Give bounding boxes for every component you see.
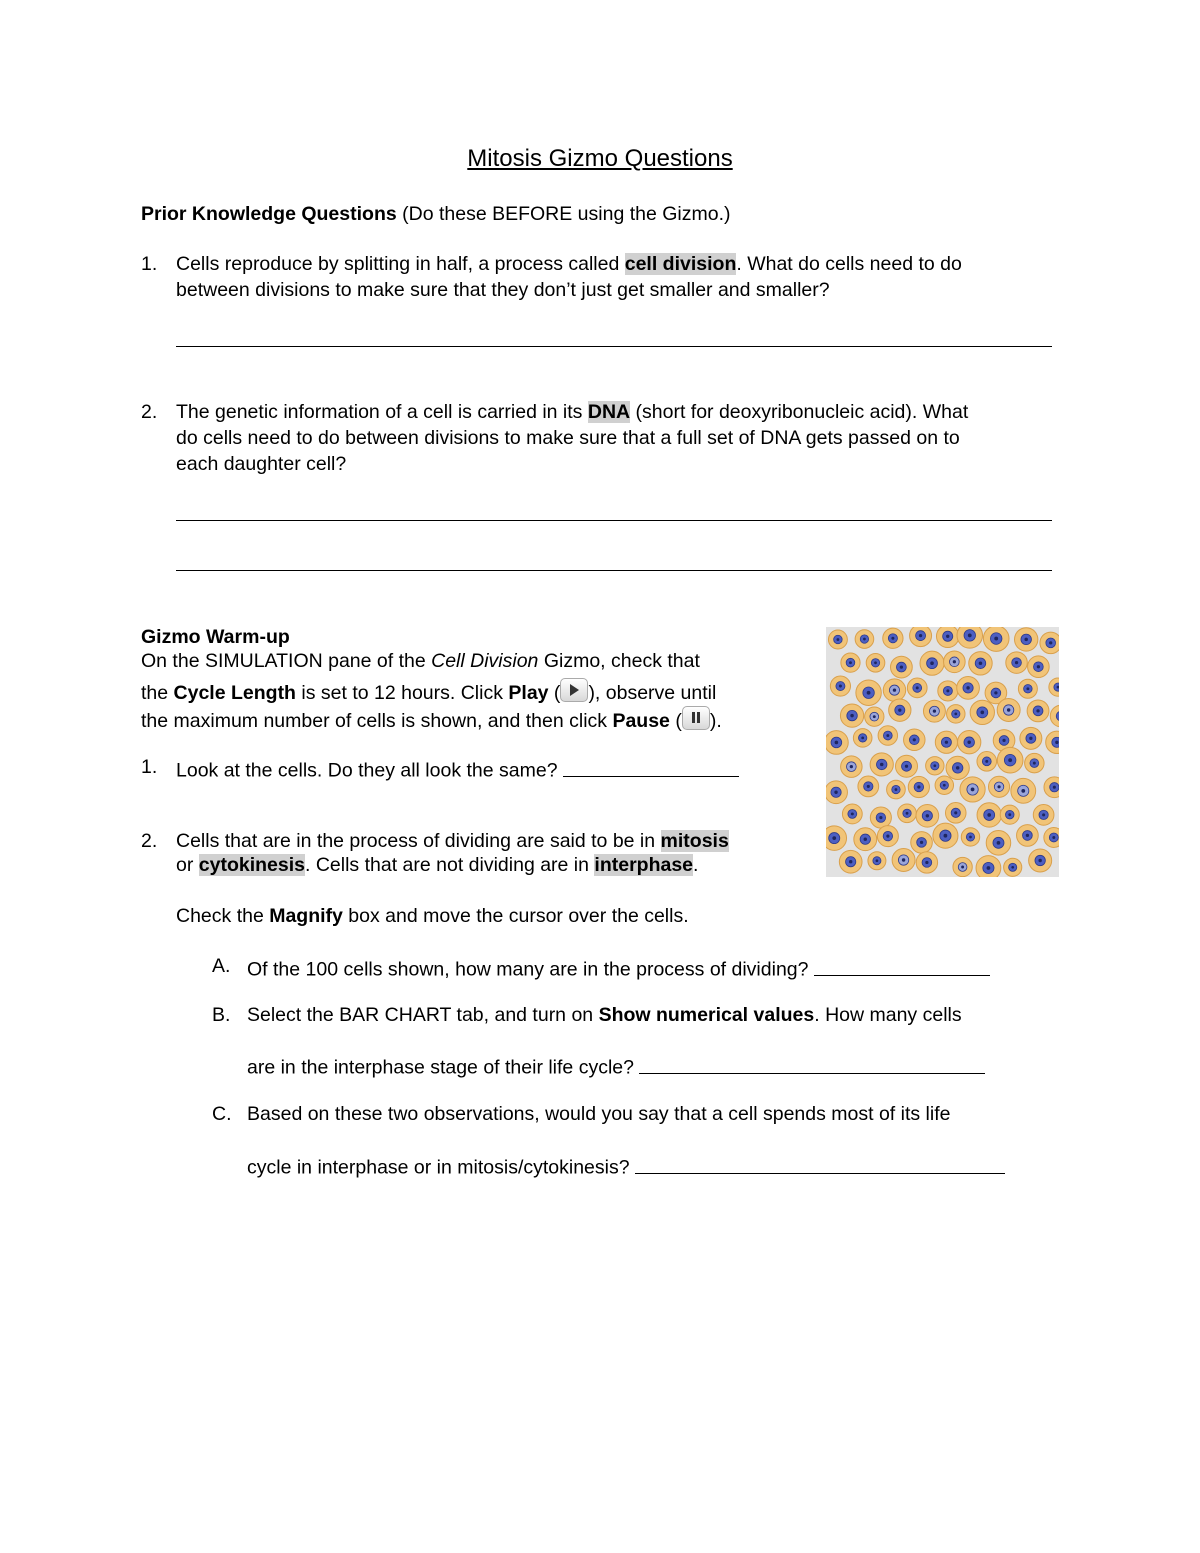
cell-nucleolus [867,691,871,695]
sub-b-letter: B. [212,1004,231,1026]
cell-nucleolus [1049,641,1052,644]
cell-nucleolus [920,841,923,844]
sub-b-line1 [247,1004,962,1027]
cell-nucleolus [971,788,975,792]
cell-nucleolus [886,734,889,737]
answer-line-prior-q1[interactable] [176,346,1052,347]
cell-nucleolus [1021,789,1025,793]
prior-q1-line2: between divisions to make sure that they don’t just get smaller and smaller? [176,279,830,301]
warmup-q2-l2a: or [176,854,199,876]
page-title: Mitosis Gizmo Questions [467,145,733,172]
cell-nucleolus [1042,813,1045,816]
term-mitosis: mitosis [660,830,729,852]
prior-q1-number: 1. [141,253,158,275]
cell-nucleolus [867,785,870,788]
cell-nucleolus [1024,638,1028,642]
warmup-q1-number: 1. [141,756,158,778]
cell-field [826,627,1059,877]
intro2-c: is set to 12 hours. Click [295,682,509,704]
intro2-f: ), observe until [588,682,717,704]
cell-nucleolus [1015,661,1018,664]
sub-a-text [247,955,990,982]
cell-nucleolus [945,741,948,744]
cell-nucleolus [966,686,969,689]
prior-q2-pre: The genetic information of a cell is carried in its [176,401,588,423]
intro3-a: the maximum number of cells is shown, and then click [141,710,613,732]
term-magnify: Magnify [269,905,343,927]
prior-q2-line2: do cells need to do between divisions to make sure that a full set of DNA gets passed on to [176,427,960,449]
cell-nucleolus [967,740,970,743]
cell-nucleolus [1026,687,1029,690]
cell-nucleolus [916,686,919,689]
cell-nucleolus [1008,813,1011,816]
intro2-e: ( [548,682,561,704]
check-a: Check the [176,905,270,927]
cell-nucleolus [1026,834,1029,837]
cell-nucleolus [1002,739,1005,742]
sub-c-letter: C. [212,1103,232,1125]
answer-blank-sub-b[interactable] [639,1053,985,1074]
cell-nucleolus [913,738,916,741]
cell-nucleolus [898,708,901,711]
pause-icon [682,706,710,730]
sub-c-question: cycle in interphase or in mitosis/cytokinesis? [247,1156,635,1179]
cell-nucleolus [850,714,853,717]
term-cytokinesis: cytokinesis [198,854,305,876]
cell-nucleolus [953,660,956,663]
sub-a-letter: A. [212,955,231,977]
cell-nucleolus [895,788,898,791]
cell-nucleolus [925,861,928,864]
cell-nucleolus [851,812,854,815]
cell-nucleolus [994,637,998,641]
term-play: Play [508,682,549,704]
prior-q2-line3: each daughter cell? [176,453,347,475]
answer-line-prior-q2-b[interactable] [176,570,1052,571]
cell-nucleolus [1011,866,1014,869]
sub-a-question: Of the 100 cells shown, how many are in the process of dividing? [247,958,814,981]
cell-nucleolus [954,713,957,716]
term-pause: Pause [612,710,670,732]
cell-nucleolus [835,741,839,745]
cell-simulation-image [826,627,1059,877]
cell-nucleolus [836,638,839,641]
warmup-q2-pre: Cells that are in the process of dividing are said to be in [176,830,661,852]
cell-nucleolus [997,785,1000,788]
prior-q1-post: . What do cells need to do [736,253,962,275]
warmup-intro-line3 [141,706,722,733]
cell-nucleolus [946,635,949,638]
cell-nucleolus [863,638,866,641]
cell-nucleolus [980,711,984,715]
cell-nucleolus [900,665,903,668]
cell-nucleolus [850,765,853,768]
cell-nucleolus [849,860,852,863]
cell-nucleolus [864,838,867,841]
prior-heading-note: (Do these BEFORE using the Gizmo.) [396,203,731,225]
cell-nucleolus [1029,737,1032,740]
sub-b-line2 [247,1053,985,1080]
answer-blank-warmup-q1[interactable] [563,756,739,777]
prior-q2-post: (short for deoxyribonucleic acid). What [630,401,969,423]
warmup-q2-check [176,905,689,928]
cell-nucleolus [1055,741,1058,744]
cell-nucleolus [933,764,936,767]
cell-nucleolus [832,836,836,840]
cell-nucleolus [1053,786,1056,789]
cell-nucleolus [876,859,879,862]
answer-blank-sub-c[interactable] [635,1153,1005,1174]
cell-nucleolus [906,812,909,815]
cell-nucleolus [1038,859,1041,862]
cell-nucleolus [961,866,964,869]
cell-nucleolus [944,834,948,838]
cell-nucleolus [1007,708,1010,711]
cell-nucleolus [997,841,1001,845]
warmup-q2-line1 [176,830,729,853]
answer-blank-sub-a[interactable] [814,955,990,976]
cell-nucleolus [849,661,852,664]
cell-nucleolus [987,813,991,817]
prior-q1-pre: Cells reproduce by splitting in half, a process called [176,253,625,275]
cell-nucleolus [861,736,864,739]
warmup-q1-text [176,756,739,783]
cell-nucleolus [886,835,889,838]
check-c: box and move the cursor over the cells. [342,905,689,927]
cell-nucleolus [839,685,842,688]
term-show-numerical-values: Show numerical values [598,1004,815,1026]
prior-heading-bold: Prior Knowledge Questions [141,203,397,225]
cell-nucleolus [946,689,949,692]
intro3-d: ). [709,710,722,732]
cell-nucleolus [956,766,959,769]
warmup-q2-l2c: . [693,854,699,876]
cell-nucleolus [987,866,991,870]
intro1-pre: On the SIMULATION pane of the [141,650,432,672]
cell-nucleolus [919,634,922,637]
cell-nucleolus [1052,836,1055,839]
term-interphase: interphase [594,854,694,876]
sub-b-post: . How many cells [814,1004,962,1026]
cell-nucleolus [874,661,877,664]
cell-nucleolus [930,661,934,665]
cell-nucleolus [954,811,957,814]
warmup-q2-number: 2. [141,830,158,852]
cell-nucleolus [933,710,936,713]
warmup-intro-line1 [141,650,700,673]
warmup-heading: Gizmo Warm-up [141,626,290,648]
cell-nucleolus [873,715,876,718]
sub-c-line1: Based on these two observations, would you say that a cell spends most of its life [247,1103,951,1125]
cell-nucleolus [1008,758,1012,762]
cell-nucleolus [1036,709,1039,712]
cell-nucleolus [985,760,988,763]
cell-nucleolus [968,633,972,637]
term-cycle-length: Cycle Length [173,682,296,704]
cell-nucleolus [969,836,972,839]
prior-q1-text [176,253,962,276]
intro2-a: the [141,682,174,704]
cell-nucleolus [893,688,896,691]
cell-nucleolus [979,662,983,666]
warmup-intro-line2 [141,678,716,705]
cell-nucleolus [926,814,929,817]
prior-knowledge-heading [141,203,731,226]
cell-nucleolus [834,791,837,794]
term-dna: DNA [587,401,631,423]
sub-b-pre: Select the BAR CHART tab, and turn on [247,1004,599,1026]
intro3-c: ( [669,710,682,732]
cell-nucleolus [902,858,905,861]
warmup-q1-question: Look at the cells. Do they all look the same? [176,759,563,782]
prior-q2-number: 2. [141,401,158,423]
cell-nucleolus [879,816,882,819]
cell-nucleolus [880,763,883,766]
warmup-q2-l2b: . Cells that are not dividing are in [305,854,595,876]
warmup-q2-line2 [176,854,698,877]
cell-nucleolus [905,765,908,768]
sub-c-line2 [247,1153,1005,1180]
term-cell-division: cell division [624,253,737,275]
cell-nucleolus [917,785,920,788]
intro1-post: Gizmo, check that [538,650,700,672]
cell-nucleolus [891,637,894,640]
sub-b-question: are in the interphase stage of their life cycle? [247,1056,640,1079]
cell-nucleolus [994,691,997,694]
cell-nucleolus [1033,762,1036,765]
answer-line-prior-q2-a[interactable] [176,520,1052,521]
play-icon [560,678,588,702]
prior-q2-text [176,401,968,424]
cell-nucleolus [943,784,946,787]
intro1-em: Cell Division [431,650,539,672]
cell-nucleolus [1037,665,1040,668]
